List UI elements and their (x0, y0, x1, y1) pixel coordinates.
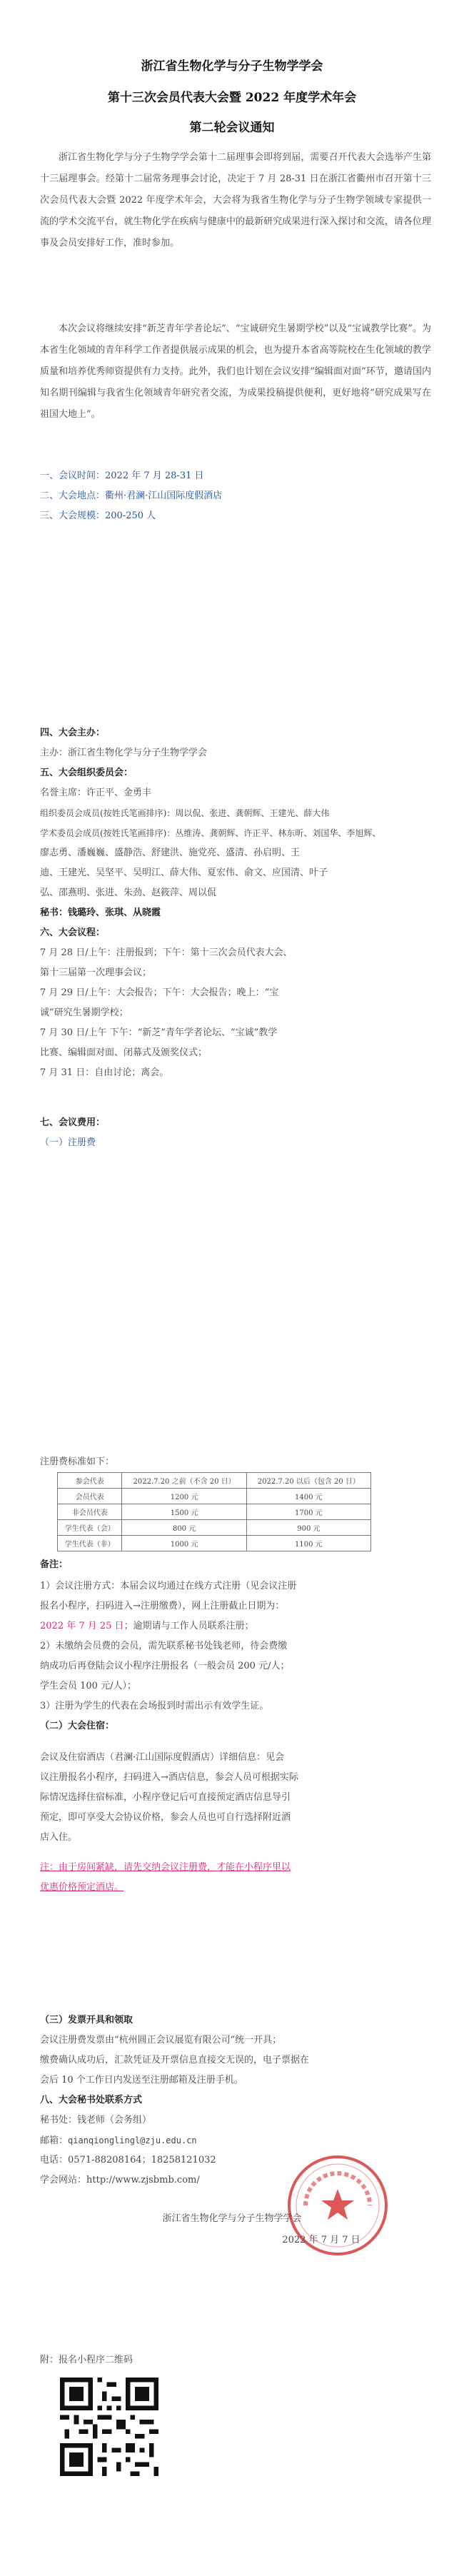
committee-members-4: 迪、王建光、吴坚平、吴明江、薛大伟、夏宏伟、俞文、应国清、叶子 (40, 867, 328, 878)
remark-3: 3）注册为学生的代表在会场报到时需出示有效学生证。 (40, 1701, 269, 1711)
org-title: 浙江省生物化学与分子生物学学会 (141, 59, 323, 74)
contact-heading: 八、大会秘书处联系方式 (40, 2095, 143, 2105)
committee-members-3: 廖志勇、潘巍巍、盛静浩、舒建洪、施党亮、盛清、孙启明、王 (40, 847, 301, 858)
appendix-label: 附：报名小程序二维码 (40, 2355, 133, 2365)
table-cell: 1000 元 (122, 1536, 246, 1551)
lodging-line-d: 预定，即可享受大会协议价格，参会人员也可自行选择附近酒 (40, 1812, 291, 1823)
contact-email[interactable]: qianqionglingl@zju.edu.cn (68, 2135, 197, 2145)
registration-qr-code-image[interactable] (60, 2378, 158, 2476)
agenda-day2-a: 7 月 29 日/上午：大会报告；下午：大会报告；晚上：“宝 (40, 987, 279, 998)
table-cell: 1700 元 (246, 1504, 370, 1520)
fee-table-header: 2022.7.20 之前（不含 20 日） (122, 1473, 246, 1489)
table-row (58, 1504, 371, 1520)
table-cell: 800 元 (122, 1520, 246, 1536)
committee-members-2: 学术委员会成员(按姓氏笔画排序)：丛维涛、龚朝辉、许正平、林东昕、刘国华、李旭辉、 (40, 828, 381, 838)
fee-table-header: 2022.7.20 以后（包含 20 日） (246, 1473, 370, 1489)
table-cell: 1200 元 (122, 1489, 246, 1504)
meeting-title: 第十三次会员代表大会暨 2022 年度学术年会 (107, 91, 357, 105)
invoice-line-c: 会后 10 个工作日内发送至注册邮箱及注册手机。 (40, 2075, 243, 2086)
remark-1-b: 报名小程序，扫码进入→注册缴费），网上注册截止日期为： (40, 1601, 285, 1611)
table-cell: 学生代表（非） (58, 1536, 122, 1551)
intro-paragraph-2: 本次会议将继续安排“新芝青年学者论坛”、“宝诚研究生暑期学校”以及“宝诚教学比赛”。为本省生化领域的青年科学工作者提供展示成果的机会，也为提升本省高等院校在生化领域的教学质量和培养优秀师资提供有力支持。此外，我们也计划在会议安排“编辑面对面”环节，邀请国内知名期刊编辑与我省生化领域青年研究者交流，为成果投稿提供便利，更好地将“研究成果写在祖国大地上”。 (40, 323, 431, 420)
signature-org: 浙江省生物化学与分子生物学学会 (162, 2213, 302, 2224)
agenda-day4: 7 月 31 日：自由讨论；离会。 (40, 1067, 169, 1078)
meeting-time: 一、会议时间：2022 年 7 月 28-31 日 (40, 471, 204, 481)
fees-registration-subheading: （一）注册费 (40, 1137, 96, 1148)
intro-paragraph-1: 浙江省生物化学与分子生物学学会第十二届理事会即将到届，需要召开代表大会选举产生第十三届理事会。经第十二届常务理事会讨论，决定于 7 月 28-31 日在浙江省衢州市召开第十三次会员代表大会暨 2022 年度学术年会，大会将为我省生物化学与分子生物学领域专家提供一流的学术交流平台，就生物化学在疾病与健康中的最新研究成果进行深入探讨和交流，请各位理事及会员安排好工作，准时参加。 (40, 152, 431, 248)
organizer-host: 主办：浙江省生物化学与分子生物学学会 (40, 748, 208, 758)
lodging-line-c: 际情况选择住宿标准，小程序登记后可直接预定酒店信息导引 (40, 1792, 291, 1803)
committee-members-1: 组织委员会成员(按姓氏笔画排序)：周以侃、张进、龚朝辉、王建光、薛大伟 (40, 808, 330, 818)
table-row (58, 1520, 371, 1536)
notice-title: 第二轮会议通知 (189, 121, 275, 135)
agenda-day1-a: 7 月 28 日/上午：注册报到；下午：第十三次会员代表大会、 (40, 947, 293, 958)
contact-phone: 电话：0571-88208164；18258121032 (40, 2155, 216, 2165)
remark-2-c: 学生会员 100 元/人）； (40, 1681, 136, 1691)
lodging-line-e: 店入住。 (40, 1832, 78, 1843)
remarks-heading: 备注： (40, 1559, 69, 1570)
remark-2-a: 2）未缴纳会员费的会员，需先联系秘书处钱老师，待会费缴 (40, 1641, 288, 1651)
committee-members-5: 弘、邵燕明、张进、朱劲、赵筱萍、周以侃 (40, 887, 217, 898)
signature-date: 2022 年 7 月 7 日 (282, 2235, 360, 2245)
remark-1-a: 1）会议注册方式：本届会议均通过在线方式注册（见会议注册 (40, 1581, 297, 1591)
fee-table (57, 1472, 371, 1551)
agenda-day3-a: 7 月 30 日/上午 下午：“新芝”青年学者论坛、“宝诚”教学 (40, 1027, 278, 1038)
fees-heading: 七、会议费用： (40, 1117, 106, 1128)
lodging-line-a: 会议及住宿酒店（君澜·江山国际度假酒店）详细信息：见会 (40, 1752, 285, 1763)
table-cell: 1400 元 (246, 1489, 370, 1504)
organizer-heading: 四、大会主办： (40, 728, 106, 738)
committee-chair: 名誉主席：许正平、金勇丰 (40, 788, 152, 798)
lodging-line-b: 议注册报名小程序，扫码进入→酒店信息，参会人员可根据实际 (40, 1772, 298, 1783)
table-cell: 900 元 (246, 1520, 370, 1536)
fee-table-caption: 注册费标准如下： (40, 1456, 115, 1467)
table-cell: 会员代表 (58, 1489, 122, 1504)
invoice-line-a: 会议注册费发票由“杭州圆正会议展览有限公司”统一开具； (40, 2035, 282, 2046)
agenda-day2-b: 诚”研究生暑期学校； (40, 1007, 128, 1018)
fee-table-header-row (58, 1473, 371, 1489)
lodging-note-b: 优惠价格预定酒店。 (40, 1882, 124, 1893)
table-row (58, 1536, 371, 1551)
meeting-place: 二、大会地点：衢州·君澜·江山国际度假酒店 (40, 490, 223, 501)
remark-1-c (40, 1618, 440, 1635)
table-cell: 1500 元 (122, 1504, 246, 1520)
agenda-day1-b: 第十三届第一次理事会议； (40, 967, 152, 978)
table-cell: 非会员代表 (58, 1504, 122, 1520)
agenda-day3-b: 比赛、编辑面对面、闭幕式及颁奖仪式； (40, 1047, 208, 1058)
meeting-scale: 三、大会规模：200-250 人 (40, 510, 156, 521)
contact-secretary: 秘书处：钱老师（会务组） (40, 2115, 152, 2125)
committee-heading: 五、大会组织委员会： (40, 768, 133, 778)
remark-1-tail: ；逾期请与工作人员联系注册； (123, 1621, 254, 1631)
table-cell: 1100 元 (246, 1536, 370, 1551)
lodging-subheading: （二）大会住宿： (40, 1721, 115, 1731)
contact-email-label: 邮箱： (40, 2135, 69, 2146)
table-cell: 学生代表（会） (58, 1520, 122, 1536)
contact-email-row (40, 2132, 440, 2150)
contact-website[interactable]: 学会网站：http://www.zjsbmb.com/ (40, 2175, 200, 2185)
invoice-heading: （三）发票开具和领取 (40, 2015, 133, 2026)
table-row (58, 1489, 371, 1504)
committee-secretary: 秘书：钱璐玲、张琪、从晓霞 (40, 907, 161, 918)
invoice-line-b: 缴费确认成功后，汇款凭证及开票信息直接交无误的，电子票据在 (40, 2055, 310, 2066)
lodging-note-a: 注：由于房间紧缺，请先交纳会议注册费，才能在小程序里以 (40, 1862, 291, 1873)
fee-table-header: 参会代表 (58, 1473, 122, 1489)
remark-2-b: 纳成功后再登陆会议小程序注册报名（一般会员 200 元/人； (40, 1661, 290, 1671)
agenda-heading: 六、大会议程： (40, 927, 106, 938)
registration-deadline: 2022 年 7 月 25 日 (40, 1621, 124, 1631)
